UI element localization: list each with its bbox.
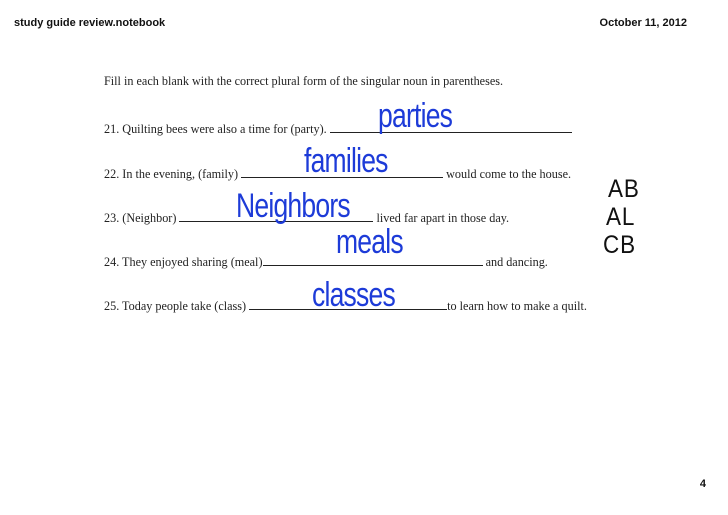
question-23-after: lived far apart in those day.: [373, 211, 510, 225]
question-23-text: 23. (Neighbor): [104, 211, 180, 225]
answer-24-handwriting: meals: [336, 223, 403, 261]
question-24-text: 24. They enjoyed sharing (meal): [104, 255, 263, 269]
question-25-text: 25. Today people take (class): [104, 299, 250, 313]
initials-ab: AB: [608, 175, 640, 203]
answer-21-handwriting: parties: [378, 97, 453, 135]
initials-al: AL: [606, 203, 636, 231]
question-22-after: would come to the house.: [443, 167, 572, 181]
answer-25-handwriting: classes: [312, 276, 395, 314]
header-filename: study guide review.notebook: [14, 17, 166, 29]
page-number: 4: [699, 478, 706, 490]
instructions: Fill in each blank with the correct plural form of the singular noun in parentheses.: [104, 74, 504, 88]
header-date: October 11, 2012: [599, 17, 687, 29]
initials-cb: CB: [603, 231, 637, 259]
answer-22-handwriting: families: [304, 142, 388, 180]
answer-23-handwriting: Neighbors: [236, 187, 350, 225]
question-21: [104, 121, 572, 137]
question-24: [104, 254, 548, 270]
question-24-after: and dancing.: [482, 255, 548, 269]
question-25-after: to learn how to make a quilt.: [447, 299, 587, 313]
question-21-text: 21. Quilting bees were also a time for (party).: [104, 122, 330, 136]
question-22-text: 22. In the evening, (family): [104, 167, 242, 181]
